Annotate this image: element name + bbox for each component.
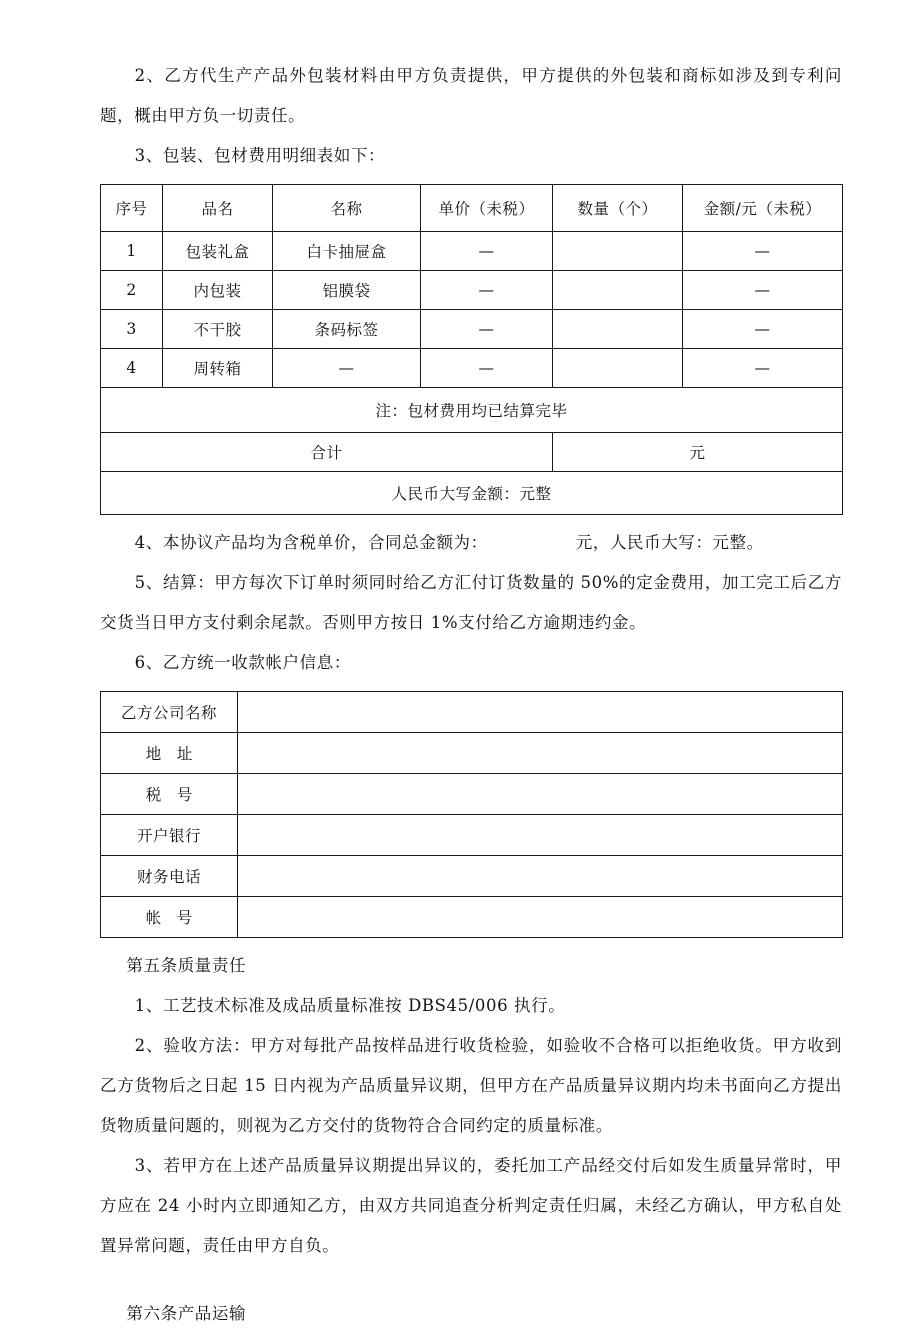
paragraph-quality-3: 3、若甲方在上述产品质量异议期提出异议的，委托加工产品经交付后如发生质量异常时，甲方应在 24 小时内立即通知乙方，由双方共同追查分析判定责任归属，未经乙方确认，甲方私自处置异常问题，责任由甲方自负。: [100, 1156, 842, 1255]
table-row: [101, 310, 843, 349]
cell-price: —: [421, 310, 553, 349]
cell-qty: [553, 310, 683, 349]
spacer: [100, 176, 842, 184]
table-header-row: [101, 185, 843, 232]
section-five-heading: 第五条质量责任: [126, 956, 247, 975]
section-six-heading: 第六条产品运输: [126, 1304, 247, 1323]
acct-label-address: 地址: [101, 733, 238, 774]
acct-label-tax-number: 税号: [101, 774, 238, 815]
acct-label-bank: 开户银行: [101, 815, 238, 856]
table-row: [101, 349, 843, 388]
table-row: [101, 815, 843, 856]
table-uppercase-row: [101, 472, 843, 515]
cell-total-value: 元: [553, 433, 843, 472]
cell-no: 1: [101, 232, 163, 271]
paragraph-quality-1: 1、工艺技术标准及成品质量标准按 DBS45/006 执行。: [134, 996, 566, 1015]
acct-value-account-number[interactable]: [238, 897, 843, 938]
paragraph-clause-5: 5、结算：甲方每次下订单时须同时给乙方汇付订货数量的 50%的定金费用，加工完工后乙方交货当日甲方支付剩余尾款。否则甲方按日 1%支付给乙方逾期违约金。: [100, 573, 842, 632]
table-row: [101, 774, 843, 815]
cell-note: 注：包材费用均已结算完毕: [101, 388, 843, 433]
acct-value-company-name[interactable]: [238, 692, 843, 733]
cell-no: 3: [101, 310, 163, 349]
cell-amount: —: [683, 232, 843, 271]
cell-qty: [553, 232, 683, 271]
header-cell-name: 名称: [273, 185, 421, 232]
cell-uppercase-amount: 人民币大写金额：元整: [101, 472, 843, 515]
acct-label-finance-phone: 财务电话: [101, 856, 238, 897]
clause-4-prefix: 4、本协议产品均为含税单价，合同总金额为：: [134, 533, 488, 552]
cell-no: 4: [101, 349, 163, 388]
cell-amount: —: [683, 310, 843, 349]
cell-qty: [553, 271, 683, 310]
acct-value-address[interactable]: [238, 733, 843, 774]
table-row: [101, 856, 843, 897]
cell-total-label: 合计: [101, 433, 553, 472]
table-row: [101, 271, 843, 310]
payee-account-table: [100, 691, 843, 938]
paragraph-quality-2: 2、验收方法：甲方对每批产品按样品进行收货检验，如验收不合格可以拒绝收货。甲方收到乙方货物后之日起 15 日内视为产品质量异议期，但甲方在产品质量异议期内均未书面向乙方提出货物质量问题的，则视为乙方交付的货物符合合同约定的质量标准。: [100, 1036, 842, 1135]
cell-name: 铝膜袋: [273, 271, 421, 310]
header-cell-price: 单价（未税）: [421, 185, 553, 232]
acct-label-company-name: 乙方公司名称: [101, 692, 238, 733]
cell-no: 2: [101, 271, 163, 310]
cell-price: —: [421, 271, 553, 310]
table-row: [101, 692, 843, 733]
table-total-row: [101, 433, 843, 472]
cell-item: 周转箱: [163, 349, 273, 388]
spacer: [100, 938, 842, 946]
table-row: [101, 232, 843, 271]
paragraph-clause-2: 2、乙方代生产产品外包装材料由甲方负责提供，甲方提供的外包装和商标如涉及到专利问题，概由甲方负一切责任。: [100, 66, 842, 125]
acct-value-tax-number[interactable]: [238, 774, 843, 815]
cell-price: —: [421, 232, 553, 271]
acct-label-account-number: 帐号: [101, 897, 238, 938]
paragraph-clause-6: 6、乙方统一收款帐户信息：: [134, 653, 351, 672]
fee-detail-table: [100, 184, 843, 515]
cell-amount: —: [683, 349, 843, 388]
cell-price: —: [421, 349, 553, 388]
acct-value-finance-phone[interactable]: [238, 856, 843, 897]
spacer: [100, 515, 842, 523]
acct-value-bank[interactable]: [238, 815, 843, 856]
spacer: [100, 1266, 842, 1294]
table-note-row: [101, 388, 843, 433]
header-cell-item: 品名: [163, 185, 273, 232]
table-row: [101, 733, 843, 774]
cell-amount: —: [683, 271, 843, 310]
cell-item: 包装礼盒: [163, 232, 273, 271]
header-cell-amount: 金额/元（未税）: [683, 185, 843, 232]
table-row: [101, 897, 843, 938]
paragraph-clause-3: 3、包装、包材费用明细表如下：: [134, 146, 386, 165]
header-cell-no: 序号: [101, 185, 163, 232]
header-cell-qty: 数量（个）: [553, 185, 683, 232]
cell-name: 条码标签: [273, 310, 421, 349]
clause-4-suffix: 元，人民币大写：元整。: [575, 533, 764, 552]
cell-qty: [553, 349, 683, 388]
cell-item: 内包装: [163, 271, 273, 310]
spacer: [100, 683, 842, 691]
paragraph-clause-4: [100, 523, 842, 563]
cell-name: —: [273, 349, 421, 388]
cell-name: 白卡抽屉盒: [273, 232, 421, 271]
cell-item: 不干胶: [163, 310, 273, 349]
